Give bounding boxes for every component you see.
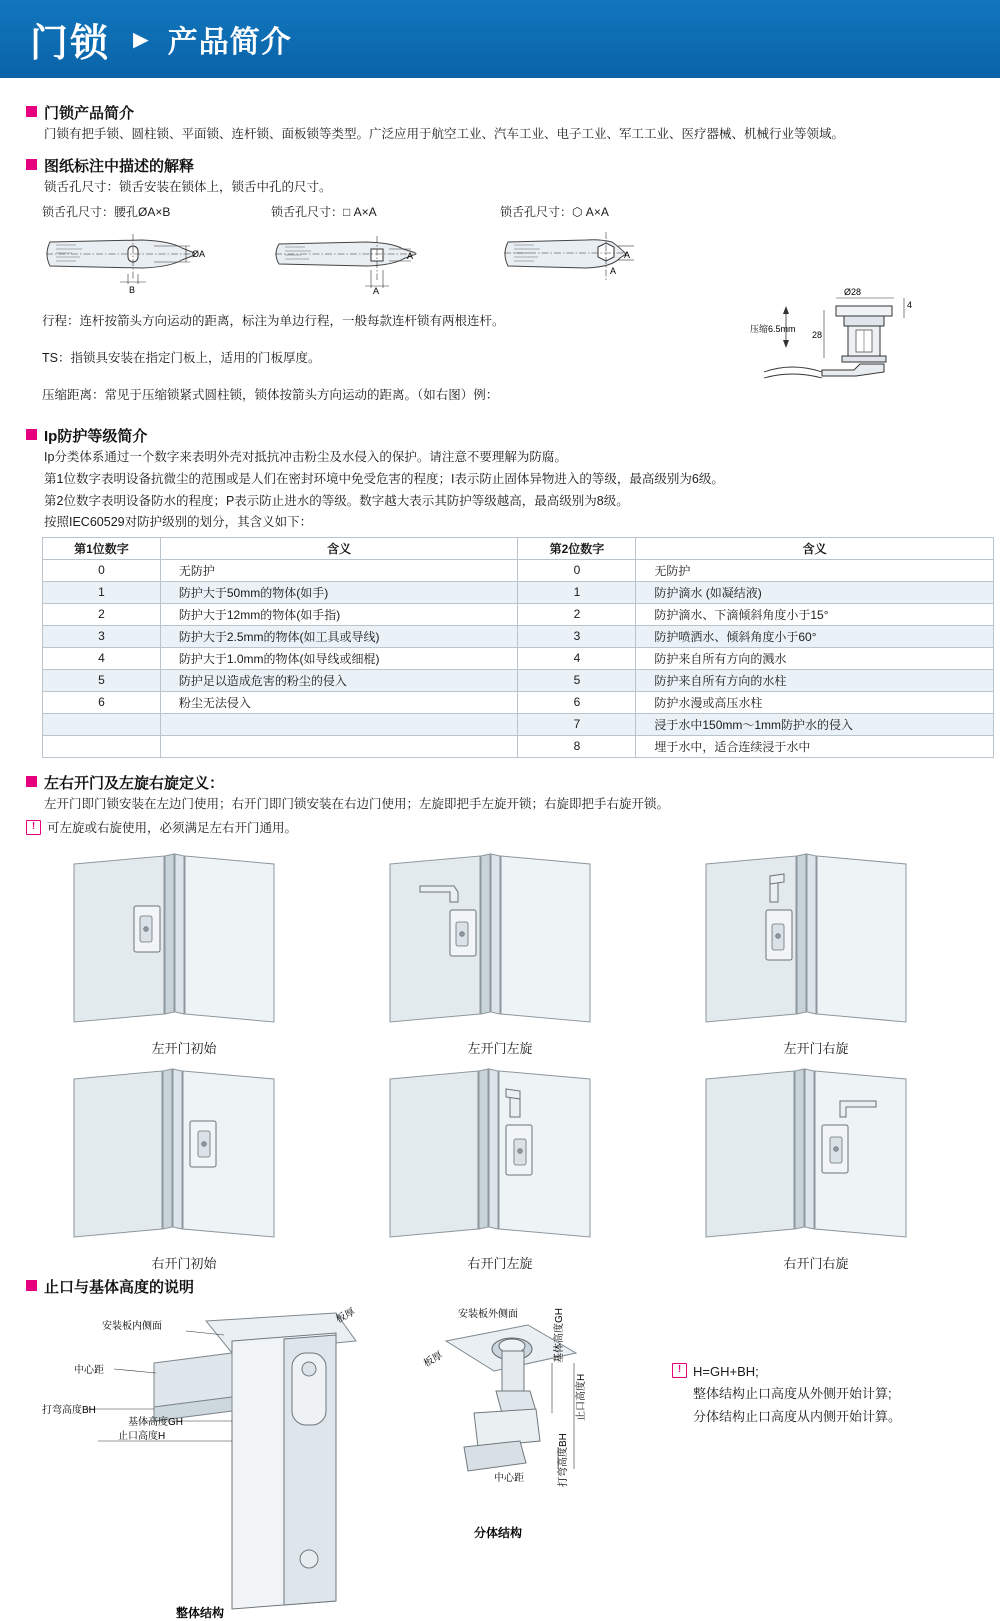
ip-p1: Ip分类体系通过一个数字来表明外壳对抵抗冲击粉尘及水侵入的保护。请注意不要理解为防腐。 bbox=[44, 450, 567, 465]
table-row bbox=[43, 669, 994, 691]
cell-meaning1 bbox=[160, 735, 518, 757]
door-caption: 右开门左旋 bbox=[467, 1255, 533, 1271]
cell-digit2: 4 bbox=[518, 647, 636, 669]
hole-hex-drawing bbox=[500, 222, 715, 294]
cell-digit1 bbox=[43, 735, 161, 757]
cell-digit2: 1 bbox=[518, 581, 636, 603]
cell-meaning1: 防护大于1.0mm的物体(如导线或细棍) bbox=[160, 647, 518, 669]
table-row bbox=[43, 581, 994, 603]
cell-meaning2: 防护来自所有方向的溅水 bbox=[636, 647, 994, 669]
hole-square-dim-a2: A bbox=[373, 286, 380, 295]
door-figures-row-2 bbox=[26, 1059, 974, 1272]
door-figure-right-ccw bbox=[350, 1059, 650, 1272]
cell-meaning2: 防护来自所有方向的水柱 bbox=[636, 669, 994, 691]
bullet-square-icon bbox=[26, 776, 37, 787]
bullet-square-icon bbox=[26, 106, 37, 117]
hole-figure-slot bbox=[42, 203, 257, 294]
dim-28: 28 bbox=[812, 330, 823, 341]
cell-digit1: 3 bbox=[43, 625, 161, 647]
travel-definitions bbox=[42, 287, 974, 419]
section-height-title: 止口与基体高度的说明 bbox=[44, 1278, 195, 1296]
exclamation-icon: ! bbox=[672, 1363, 687, 1378]
section-doors-header bbox=[26, 772, 974, 793]
cell-digit2: 8 bbox=[518, 735, 636, 757]
cell-digit1: 6 bbox=[43, 691, 161, 713]
hole-figure-square-label: 锁舌孔尺寸：□ A×A bbox=[271, 205, 377, 220]
door-drawing bbox=[666, 844, 966, 1034]
doors-note bbox=[26, 818, 974, 838]
page-title: 门锁 bbox=[30, 22, 111, 65]
page-header bbox=[0, 0, 1000, 78]
cell-digit2: 5 bbox=[518, 669, 636, 691]
hole-figure-hex bbox=[500, 203, 715, 294]
arrow-icon: ► bbox=[128, 24, 154, 54]
ip-p4: 按照IEC60529对防护级别的划分，其含义如下： bbox=[44, 515, 313, 530]
label-center-dist: 中心距 bbox=[74, 1364, 104, 1376]
section-drawing-body bbox=[44, 177, 974, 198]
bullet-square-icon bbox=[26, 159, 37, 170]
ts-text: TS：指锁具安装在指定门板上，适用的门板厚度。 bbox=[42, 350, 321, 365]
cell-meaning1: 防护大于2.5mm的物体(如工具或导线) bbox=[160, 625, 518, 647]
cell-meaning1 bbox=[160, 713, 518, 735]
drawing-line1: 锁舌孔尺寸：锁舌安装在锁体上，锁舌中孔的尺寸。 bbox=[44, 179, 332, 194]
dim-compression: 压缩6.5mm bbox=[750, 324, 796, 335]
hole-figure-slot-label: 锁舌孔尺寸：腰孔ØA×B bbox=[42, 205, 171, 220]
cell-digit1: 4 bbox=[43, 647, 161, 669]
bullet-square-icon bbox=[26, 1280, 37, 1291]
section-intro-body bbox=[44, 124, 974, 145]
label-center-dist-2: 中心距 bbox=[494, 1472, 524, 1484]
th-meaning2: 含义 bbox=[636, 537, 994, 559]
cell-meaning2: 防护滴水 (如凝结液) bbox=[636, 581, 994, 603]
cell-meaning2: 防护喷洒水、倾斜角度小于60° bbox=[636, 625, 994, 647]
intro-text: 门锁有把手锁、圆柱锁、平面锁、连杆锁、面板锁等类型。广泛应用于航空工业、汽车工业、电子工业、军工工业、医疗器械、机械行业等领域。 bbox=[44, 127, 845, 141]
height-note-1: H=GH+BH; bbox=[693, 1363, 759, 1379]
table-row bbox=[43, 647, 994, 669]
cell-digit1 bbox=[43, 713, 161, 735]
height-note-2: 整体结构止口高度从外侧开始计算; bbox=[693, 1386, 892, 1402]
height-note-3: 分体结构止口高度从内侧开始计算。 bbox=[693, 1409, 902, 1424]
travel-text: 行程：连杆按箭头方向运动的距离，标注为单边行程，一般每款连杆锁有两根连杆。 bbox=[42, 313, 505, 328]
section-ip-body bbox=[44, 447, 974, 533]
label-panel-thickness-2: 板厚 bbox=[422, 1349, 445, 1370]
cell-digit1: 1 bbox=[43, 581, 161, 603]
door-caption: 左开门初始 bbox=[151, 1040, 217, 1056]
cell-digit2: 6 bbox=[518, 691, 636, 713]
th-meaning1: 含义 bbox=[160, 537, 518, 559]
cell-meaning1: 粉尘无法侵入 bbox=[160, 691, 518, 713]
table-row bbox=[43, 603, 994, 625]
label-panel-thickness: 板厚 bbox=[334, 1306, 358, 1326]
section-intro-title: 门锁产品简介 bbox=[44, 105, 135, 122]
lock-hole-figures bbox=[42, 203, 974, 294]
table-row bbox=[43, 625, 994, 647]
door-drawing bbox=[350, 844, 650, 1034]
th-digit1: 第1位数字 bbox=[43, 537, 161, 559]
hole-figure-hex-label: 锁舌孔尺寸：⬡ A×A bbox=[500, 205, 609, 220]
split-drawing bbox=[416, 1301, 666, 1601]
label-base-gh-2: 基体高度GH bbox=[554, 1307, 565, 1363]
cell-digit2: 2 bbox=[518, 603, 636, 625]
door-drawing bbox=[350, 1059, 650, 1249]
exclamation-icon: ! bbox=[26, 820, 41, 835]
split-structure-figure bbox=[416, 1301, 666, 1621]
door-drawing bbox=[34, 1059, 334, 1249]
ip-p3: 第2位数字表明设备防水的程度；P表示防止进水的等级。数字越大表示其防护等级越高，最高级别为8级。 bbox=[44, 493, 629, 508]
label-base-gh: 基体高度GH bbox=[128, 1416, 183, 1428]
section-ip-header bbox=[26, 425, 974, 446]
cell-meaning2: 防护滴水、下滴倾斜角度小于15° bbox=[636, 603, 994, 625]
cell-meaning1: 防护大于50mm的物体(如手) bbox=[160, 581, 518, 603]
door-caption: 右开门右旋 bbox=[783, 1255, 849, 1271]
ip-p2: 第1位数字表明设备抗微尘的范围或是人们在密封环境中免受危害的程度；I表示防止固体异物进入的等级，最高级别为6级。 bbox=[44, 472, 724, 486]
cell-digit1: 2 bbox=[43, 603, 161, 625]
label-outer-panel: 安装板外侧面 bbox=[458, 1308, 518, 1320]
section-height-header bbox=[26, 1276, 974, 1297]
door-drawing bbox=[666, 1059, 966, 1249]
assembly-structure-figure bbox=[36, 1301, 416, 1621]
door-figure-left-initial bbox=[34, 844, 334, 1057]
cell-meaning2: 埋于水中，适合连续浸于水中 bbox=[636, 735, 994, 757]
label-stop-h-2: 止口高度H bbox=[576, 1373, 587, 1421]
hole-hex-dim-a1: A bbox=[624, 250, 631, 261]
table-header-row bbox=[43, 537, 994, 559]
hole-square-dim-a1: A bbox=[407, 251, 414, 262]
door-figure-left-ccw bbox=[350, 844, 650, 1057]
door-drawing bbox=[34, 844, 334, 1034]
table-row bbox=[43, 713, 994, 735]
hole-hex-dim-a2: A bbox=[610, 266, 617, 277]
th-digit2: 第2位数字 bbox=[518, 537, 636, 559]
section-ip-title: Ip防护等级简介 bbox=[44, 428, 148, 446]
cylinder-lock-figure bbox=[744, 284, 974, 404]
door-caption: 左开门右旋 bbox=[783, 1040, 849, 1056]
height-notes bbox=[672, 1361, 901, 1621]
cell-meaning1: 无防护 bbox=[160, 559, 518, 581]
label-stop-h: 止口高度H bbox=[118, 1430, 166, 1442]
cell-digit2: 7 bbox=[518, 713, 636, 735]
doors-desc: 左开门即门锁安装在左边门使用；右开门即门锁安装在右边门使用；左旋即把手左旋开锁；右旋即把手右旋开锁。 bbox=[44, 796, 670, 811]
cell-meaning2: 无防护 bbox=[636, 559, 994, 581]
table-row bbox=[43, 559, 994, 581]
door-figure-right-initial bbox=[34, 1059, 334, 1272]
cell-meaning2: 防护水漫或高压水柱 bbox=[636, 691, 994, 713]
label-bend-bh: 打弯高度BH bbox=[42, 1404, 96, 1416]
hole-slot-drawing bbox=[42, 222, 257, 294]
hole-figure-square bbox=[271, 203, 486, 294]
ip-rating-table bbox=[42, 537, 994, 758]
table-row bbox=[43, 735, 994, 757]
hole-square-drawing bbox=[271, 222, 486, 294]
section-drawing-header bbox=[26, 155, 974, 176]
door-caption: 右开门初始 bbox=[151, 1255, 217, 1271]
section-intro-header bbox=[26, 102, 974, 123]
cell-digit1: 5 bbox=[43, 669, 161, 691]
door-figure-right-cw bbox=[666, 1059, 966, 1272]
label-bend-bh-2: 打弯高度BH bbox=[558, 1432, 569, 1487]
hole-slot-dim-b: B bbox=[129, 285, 136, 295]
height-figures bbox=[26, 1301, 974, 1621]
compress-text: 压缩距离：常见于压缩锁紧式圆柱锁，锁体按箭头方向运动的距离。（如右图）例： bbox=[42, 387, 499, 402]
label-inner-panel: 安装板内侧面 bbox=[102, 1320, 162, 1332]
cell-digit2: 3 bbox=[518, 625, 636, 647]
cell-meaning1: 防护足以造成危害的粉尘的侵入 bbox=[160, 669, 518, 691]
cell-meaning1: 防护大于12mm的物体(如手指) bbox=[160, 603, 518, 625]
cell-meaning2: 浸于水中150mm～1mm防护水的侵入 bbox=[636, 713, 994, 735]
door-figure-left-cw bbox=[666, 844, 966, 1057]
page-subtitle: 产品简介 bbox=[167, 26, 292, 59]
caption-assembly: 整体结构 bbox=[176, 1605, 225, 1620]
assembly-drawing bbox=[36, 1301, 416, 1621]
hole-slot-dim-a: ØA bbox=[192, 249, 206, 260]
doors-note-text: 可左旋或右旋使用，必须满足左右开门通用。 bbox=[47, 820, 298, 835]
cell-digit2: 0 bbox=[518, 559, 636, 581]
cell-digit1: 0 bbox=[43, 559, 161, 581]
caption-split: 分体结构 bbox=[474, 1525, 523, 1540]
dim-4: 4 bbox=[907, 300, 913, 311]
dim-diameter: Ø28 bbox=[844, 287, 862, 298]
table-row bbox=[43, 691, 994, 713]
section-doors-body bbox=[44, 794, 974, 815]
door-caption: 左开门左旋 bbox=[467, 1040, 533, 1056]
section-drawing-title: 图纸标注中描述的解释 bbox=[44, 157, 195, 175]
door-figures-row-1 bbox=[26, 844, 974, 1057]
bullet-square-icon bbox=[26, 429, 37, 440]
section-doors-title: 左右开门及左旋右旋定义： bbox=[44, 774, 225, 792]
